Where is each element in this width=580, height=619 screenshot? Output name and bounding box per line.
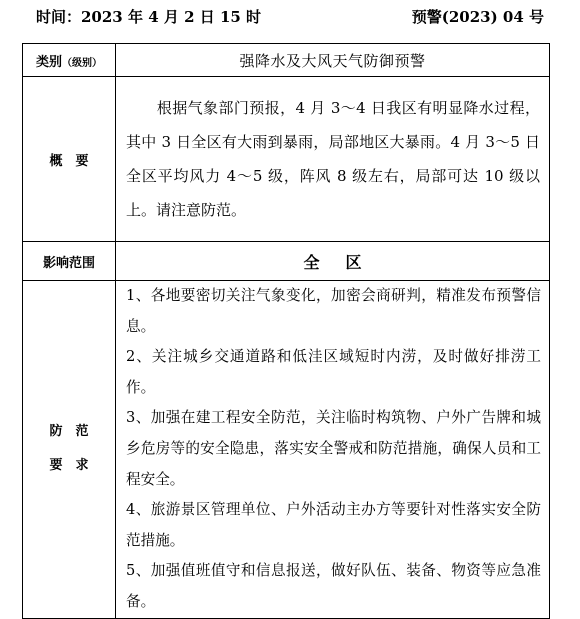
- category-label-main: 类别: [35, 54, 62, 70]
- measure-item: 5、加强值班值守和信息报送，做好队伍、装备、物资等应急准备。: [126, 562, 541, 610]
- document-number: 预警(2023) 04 号: [411, 8, 544, 26]
- scope-label: 影响范围: [23, 242, 116, 281]
- table-row-measures: [23, 281, 550, 619]
- scope-value: 全区: [303, 252, 388, 272]
- table-row-summary: [23, 77, 550, 242]
- category-value: 强降水及大风天气防御预警: [116, 44, 550, 77]
- measure-item: 3、加强在建工程安全防范，关注临时构筑物、户外广告牌和城乡危房等的安全隐患，落实安全警戒和防范措施，确保人员和工程安全。: [126, 409, 541, 488]
- category-label-paren: （级别）: [62, 57, 102, 69]
- warning-table: [22, 43, 550, 619]
- summary-label: 概 要: [23, 77, 116, 242]
- measures-label-line1: 防 范: [49, 424, 89, 440]
- issue-time: 时间：2023 年 4 月 2 日 15 时: [36, 8, 262, 26]
- table-row-category: [23, 44, 550, 77]
- summary-cell: [116, 77, 550, 242]
- measure-item: 2、关注城乡交通道路和低洼区域短时内涝，及时做好排涝工作。: [126, 348, 541, 396]
- scope-cell: [116, 242, 550, 281]
- table-row-scope: [23, 242, 550, 281]
- category-label: [23, 44, 116, 77]
- measures-label: [23, 281, 116, 619]
- summary-text: 根据气象部门预报，4 月 3～4 日我区有明显降水过程，其中 3 日全区有大雨到暴雨，局部地区大暴雨。4 月 3～5 日全区平均风力 4～5 级，阵风 8 级左右，局部可达 10 级以上。请注意防范。: [126, 99, 540, 219]
- measure-item: 1、各地要密切关注气象变化，加密会商研判，精准发布预警信息。: [126, 287, 541, 335]
- document-header: [36, 6, 544, 28]
- measures-cell: [116, 281, 550, 619]
- measures-list: [116, 281, 549, 618]
- measure-item: 4、旅游景区管理单位、户外活动主办方等要针对性落实安全防范措施。: [126, 501, 541, 549]
- measures-label-line2: 要 求: [49, 458, 89, 474]
